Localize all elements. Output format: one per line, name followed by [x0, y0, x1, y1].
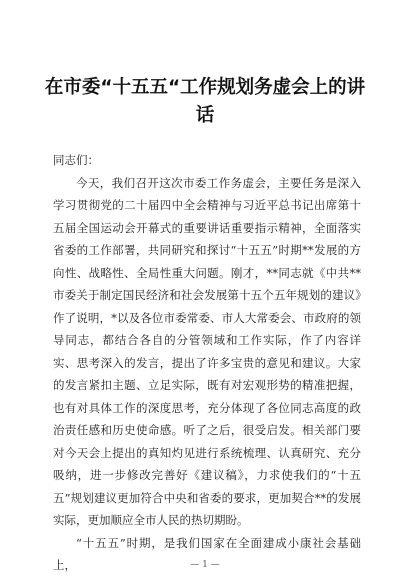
- page-number: — 1 —: [190, 560, 220, 570]
- paragraph-1: 今天，我们召开这次市委工作务虚会，主要任务是深入学习贯彻党的二十届四中全会精神与习近平总书记出席第十五届全国运动会开幕式的重要讲话重要指示精神，全面落实省委的工作部署，共同研究和探讨“十五五”时期**发展的方向性、战略性、全局性重大问题。刚才，**同志就《中共**市委关于制定国民经济和社会发展第十五个五年规划的建议》作了说明，*以及各位市委常委、市人大常委会、市政府的领导同志，都结合各自的分管领域和工作实际，作了内容详实、思考深入的发言，提出了许多宝贵的意见和建议。大家的发言紧扣主题、立足实际，既有对宏观形势的精准把握，也有对具体工作的深度思考，充分体现了各位同志高度的政治责任感和历史使命感。听了之后，很受启发。相关部门要对今天会上提出的真知灼见进行系统梳理、认真研究、充分吸纳，进一步修改完善好《建议稿》，力求使我们的“十五五”规划建议更加符合中央和省委的要求，更加契合**的发展实际，更加顺应全市人民的热切期盼。: [53, 175, 361, 527]
- paragraph-2: “十五五”时期，是我们国家在全面建成小康社会基础上，: [53, 535, 361, 572]
- document-title: 在市委“十五五“工作规划务虚会上的讲话: [44, 77, 366, 126]
- document-body: [53, 149, 361, 577]
- greeting: 同志们：: [53, 153, 99, 167]
